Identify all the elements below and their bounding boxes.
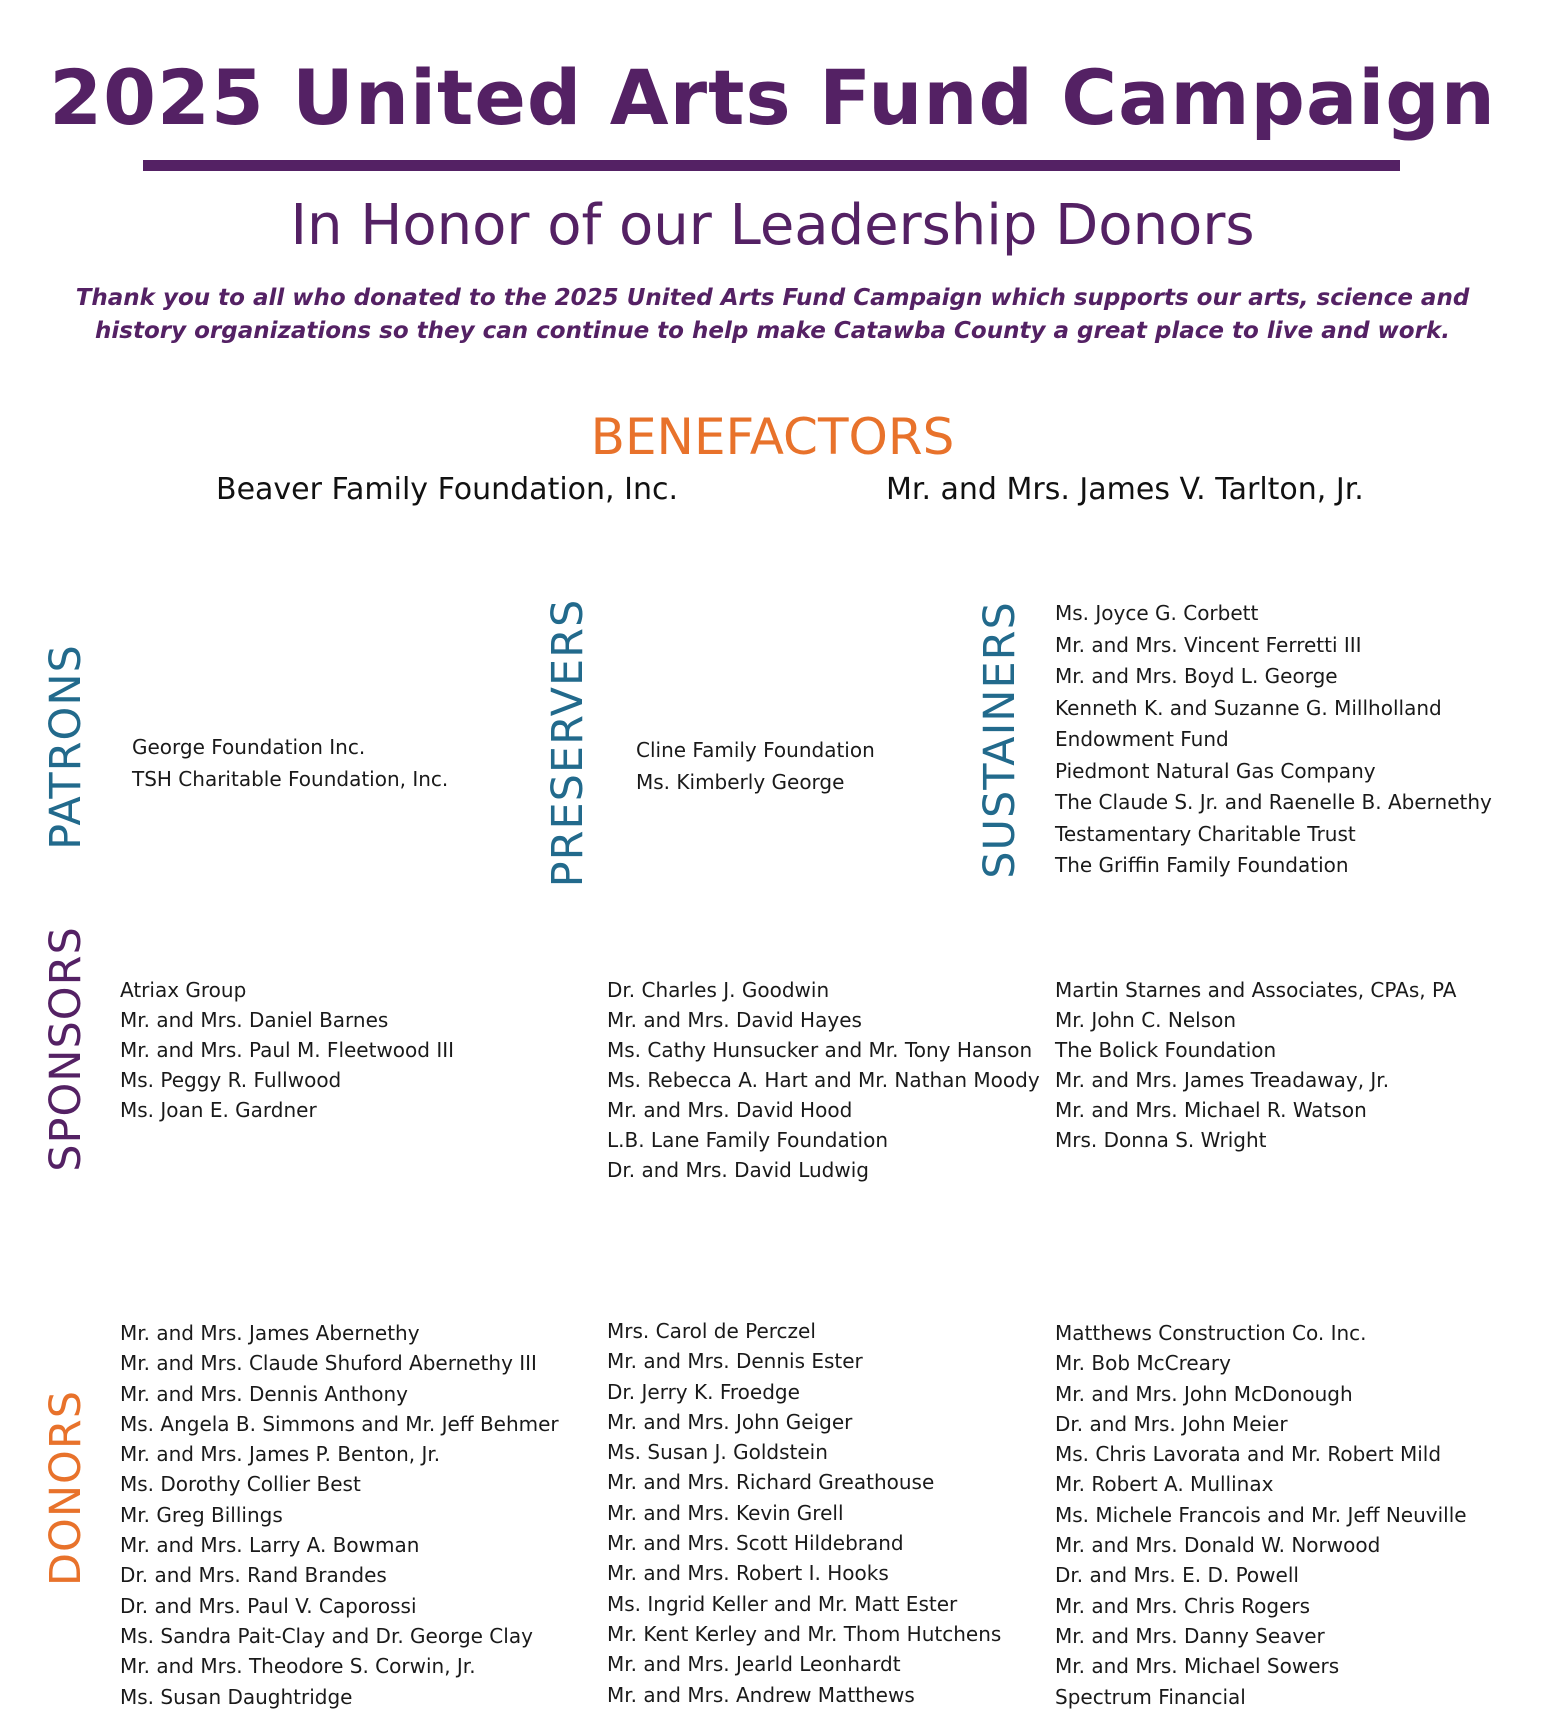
list-item: Mr. and Mrs. Dennis Ester xyxy=(607,1349,863,1374)
list-item: Matthews Construction Co. Inc. xyxy=(1055,1321,1367,1345)
list-item: Testamentary Charitable Trust xyxy=(1055,821,1356,846)
list-item: George Foundation Inc. xyxy=(132,735,366,759)
list-item: Mr. and Mrs. James Treadaway, Jr. xyxy=(1055,1068,1390,1092)
donors-heading: DONORS xyxy=(41,1389,91,1587)
list-item: Ms. Dorothy Collier Best xyxy=(120,1472,361,1497)
list-item: Mr. and Mrs. Robert I. Hooks xyxy=(607,1561,889,1586)
list-item: Spectrum Financial xyxy=(1055,1684,1246,1709)
list-item: Dr. and Mrs. David Ludwig xyxy=(607,1158,869,1182)
list-item: Ms. Susan J. Goldstein xyxy=(607,1440,828,1465)
list-item: Mr. and Mrs. Michael Sowers xyxy=(1055,1654,1340,1679)
list-item: TSH Charitable Foundation, Inc. xyxy=(132,766,449,791)
donors-list-col3 xyxy=(1055,1318,1467,1712)
sponsors-list-col2 xyxy=(607,975,1040,1185)
list-item: Ms. Kimberly George xyxy=(636,769,845,794)
list-item: Dr. and Mrs. Paul V. Caporossi xyxy=(120,1593,417,1618)
list-item: Atriax Group xyxy=(120,978,247,1002)
list-item: Mrs. Carol de Perczel xyxy=(607,1319,816,1343)
benefactors-heading: BENEFACTORS xyxy=(590,408,955,466)
sustainers-heading: SUSTAINERS xyxy=(975,601,1025,879)
list-item: Mr. and Mrs. Richard Greathouse xyxy=(607,1470,935,1495)
title-divider xyxy=(143,160,1400,171)
list-item: Mr. and Mrs. Vincent Ferretti III xyxy=(1055,632,1362,657)
sustainers-list xyxy=(1055,598,1492,882)
donors-list-col1 xyxy=(120,1318,559,1712)
list-item: Ms. Susan Daughtridge xyxy=(120,1684,353,1709)
list-item: Mr. and Mrs. John Geiger xyxy=(607,1409,853,1434)
list-item: Kenneth K. and Suzanne G. Millholland xyxy=(1055,695,1442,720)
list-item: Dr. Jerry K. Froedge xyxy=(607,1379,800,1404)
list-item: Ms. Sandra Pait-Clay and Dr. George Clay xyxy=(120,1623,533,1648)
patrons-heading: PATRONS xyxy=(41,644,91,850)
list-item: Mr. and Mrs. Michael R. Watson xyxy=(1055,1098,1367,1122)
list-item: Piedmont Natural Gas Company xyxy=(1055,758,1376,783)
donors-list-col2 xyxy=(607,1316,1001,1710)
page-title: 2025 United Arts Fund Campaign xyxy=(49,53,1496,142)
list-item: Ms. Chris Lavorata and Mr. Robert Mild xyxy=(1055,1442,1442,1467)
list-item: The Bolick Foundation xyxy=(1055,1038,1277,1062)
list-item: Mr. and Mrs. Dennis Anthony xyxy=(120,1381,408,1406)
benefactor-name: Mr. and Mrs. James V. Tarlton, Jr. xyxy=(886,472,1364,507)
list-item: The Claude S. Jr. and Raenelle B. Abernethy xyxy=(1055,790,1492,814)
page-subtitle: In Honor of our Leadership Donors xyxy=(290,193,1255,258)
list-item: Ms. Joan E. Gardner xyxy=(120,1098,317,1122)
list-item: Mr. and Mrs. John McDonough xyxy=(1055,1381,1353,1406)
list-item: Ms. Peggy R. Fullwood xyxy=(120,1068,342,1092)
list-item: Mr. and Mrs. Daniel Barnes xyxy=(120,1008,389,1032)
list-item: Cline Family Foundation xyxy=(636,738,875,762)
list-item: Endowment Fund xyxy=(1055,727,1229,751)
list-item: Mr. and Mrs. Theodore S. Corwin, Jr. xyxy=(120,1654,476,1679)
list-item: Ms. Michele Francois and Mr. Jeff Neuville xyxy=(1055,1502,1467,1527)
list-item: Mr. Robert A. Mullinax xyxy=(1055,1472,1274,1497)
list-item: Ms. Cathy Hunsucker and Mr. Tony Hanson xyxy=(607,1038,1033,1062)
sponsors-heading: SPONSORS xyxy=(41,926,91,1172)
list-item: Ms. Angela B. Simmons and Mr. Jeff Behmer xyxy=(120,1411,559,1436)
list-item: Mr. Kent Kerley and Mr. Thom Hutchens xyxy=(607,1621,1002,1646)
list-item: Mr. and Mrs. Scott Hildebrand xyxy=(607,1531,904,1556)
list-item: Mr. John C. Nelson xyxy=(1055,1008,1237,1032)
list-item: Mr. Greg Billings xyxy=(120,1502,283,1527)
list-item: Dr. Charles J. Goodwin xyxy=(607,978,830,1002)
list-item: Mr. and Mrs. Boyd L. George xyxy=(1055,664,1338,688)
list-item: Mr. and Mrs. David Hayes xyxy=(607,1008,862,1032)
list-item: Mr. and Mrs. Donald W. Norwood xyxy=(1055,1533,1381,1558)
sponsors-list-col1 xyxy=(120,975,454,1125)
patrons-list xyxy=(132,732,448,795)
list-item: Mr. Bob McCreary xyxy=(1055,1351,1231,1376)
list-item: Mr. and Mrs. Andrew Matthews xyxy=(607,1682,915,1707)
list-item: Mr. and Mrs. Paul M. Fleetwood III xyxy=(120,1038,455,1062)
list-item: Mr. and Mrs. Jearld Leonhardt xyxy=(607,1652,901,1677)
preservers-list xyxy=(636,735,875,798)
thank-you-message: Thank you to all who donated to the 2025 United Arts Fund Campaign which supports our arts, science and history organizations so they can continue to help make Catawba County a great place to live and work. xyxy=(75,285,1470,344)
list-item: Ms. Rebecca A. Hart and Mr. Nathan Moody xyxy=(607,1068,1040,1092)
list-item: Ms. Joyce G. Corbett xyxy=(1055,601,1259,625)
list-item: Dr. and Mrs. John Meier xyxy=(1055,1411,1288,1436)
list-item: Mr. and Mrs. Kevin Grell xyxy=(607,1500,844,1525)
list-item: Mr. and Mrs. Larry A. Bowman xyxy=(120,1533,420,1558)
list-item: Mrs. Donna S. Wright xyxy=(1055,1128,1267,1152)
sponsors-list-col3 xyxy=(1055,975,1456,1155)
benefactor-name: Beaver Family Foundation, Inc. xyxy=(216,472,678,507)
list-item: The Griffin Family Foundation xyxy=(1055,853,1349,877)
list-item: Mr. and Mrs. Chris Rogers xyxy=(1055,1593,1311,1618)
list-item: Mr. and Mrs. Claude Shuford Abernethy III xyxy=(120,1351,537,1376)
list-item: Martin Starnes and Associates, CPAs, PA xyxy=(1055,978,1457,1002)
list-item: Mr. and Mrs. Danny Seaver xyxy=(1055,1623,1325,1648)
list-item: Mr. and Mrs. David Hood xyxy=(607,1098,853,1122)
preservers-heading: PRESERVERS xyxy=(543,598,593,888)
list-item: Ms. Ingrid Keller and Mr. Matt Ester xyxy=(607,1591,958,1616)
list-item: L.B. Lane Family Foundation xyxy=(607,1128,889,1152)
list-item: Mr. and Mrs. James P. Benton, Jr. xyxy=(120,1442,441,1467)
list-item: Dr. and Mrs. Rand Brandes xyxy=(120,1563,387,1588)
list-item: Dr. and Mrs. E. D. Powell xyxy=(1055,1563,1299,1588)
list-item: Mr. and Mrs. James Abernethy xyxy=(120,1321,420,1345)
